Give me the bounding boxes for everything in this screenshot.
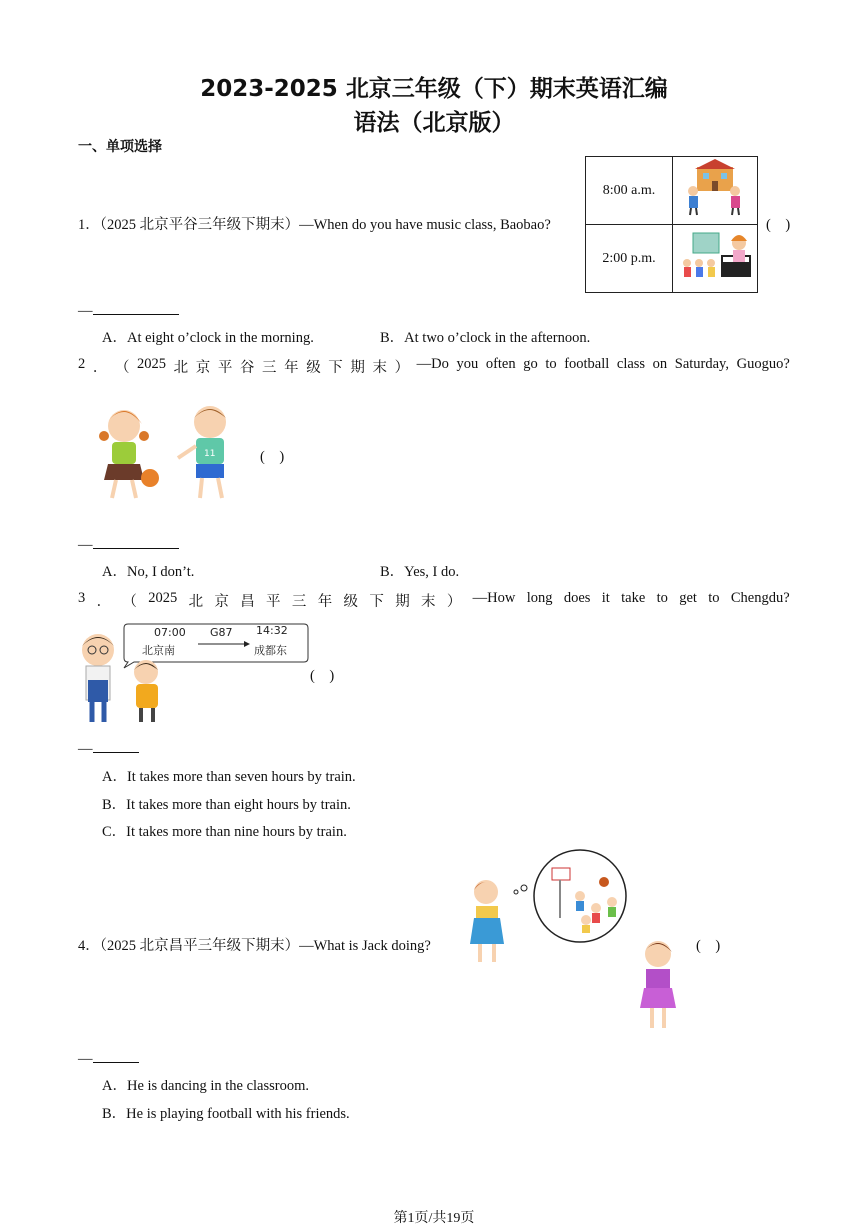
- stem-token: —How: [472, 590, 516, 606]
- stem-token: 北: [188, 594, 204, 610]
- stem-token: 3: [78, 590, 86, 606]
- stem-token: 年: [284, 360, 299, 376]
- question-3-stem: [78, 590, 790, 611]
- stem-token: 期: [395, 594, 410, 610]
- schedule-time-1: 8:00 a.m.: [586, 157, 673, 225]
- stem-token: ．: [96, 594, 112, 610]
- stem-token: （: [122, 594, 137, 610]
- stem-token: often: [485, 356, 516, 372]
- stem-token: class: [616, 356, 646, 372]
- question-2-answer-paren: ( ): [260, 449, 285, 465]
- dash: —: [78, 537, 93, 553]
- stem-token: 下: [369, 594, 384, 610]
- question-1-answer-paren: ( ): [766, 217, 791, 233]
- question-3-option-c[interactable]: C．It takes more than nine hours by train.: [102, 824, 347, 840]
- music-class-picture: [673, 225, 758, 293]
- question-3-answer-line[interactable]: [78, 740, 139, 758]
- answer-blank[interactable]: [93, 536, 179, 549]
- dash: —: [78, 303, 93, 319]
- kids-basketball-picture: [84, 398, 244, 513]
- stem-token: Saturday,: [674, 356, 729, 372]
- ticket-arrive-time: 14:32: [256, 624, 288, 637]
- question-3-answer-paren: ( ): [310, 668, 335, 684]
- stem-token: does: [563, 590, 591, 606]
- question-2-option-a[interactable]: A．No, I don’t.: [102, 564, 195, 580]
- stem-token: 级: [306, 360, 321, 376]
- question-2-stem: [78, 356, 790, 377]
- question-1-answer-line[interactable]: [78, 302, 179, 320]
- answer-blank[interactable]: [93, 740, 139, 753]
- question-4-answer-paren: ( ): [696, 938, 721, 954]
- stem-token: 三: [262, 360, 277, 376]
- question-4-stem: 4．（2025 北京昌平三年级下期末）—What is Jack doing?: [78, 938, 431, 954]
- stem-token: Chengdu?: [730, 590, 790, 606]
- answer-blank[interactable]: [93, 1050, 139, 1063]
- stem-token: take: [621, 590, 646, 606]
- train-ticket-picture: [78, 620, 310, 733]
- question-4-option-a[interactable]: A．He is dancing in the classroom.: [102, 1078, 309, 1094]
- question-3-option-a[interactable]: A．It takes more than seven hours by train.: [102, 769, 356, 785]
- dash: —: [78, 1051, 93, 1067]
- stem-token: 2025: [137, 356, 167, 372]
- stem-token: 级: [343, 594, 359, 610]
- stem-token: 年: [317, 594, 333, 610]
- question-1-option-a[interactable]: A．At eight o’clock in the morning.: [102, 330, 314, 346]
- question-3-option-b[interactable]: B．It takes more than eight hours by train.: [102, 797, 351, 813]
- stem-token: 北: [173, 360, 189, 376]
- stem-token: 末: [372, 360, 387, 376]
- stem-token: 期: [350, 360, 365, 376]
- section-heading: 一、单项选择: [78, 139, 162, 155]
- stem-token: to: [708, 590, 720, 606]
- stem-token: 平: [217, 360, 233, 376]
- question-1-option-b[interactable]: B．At two o’clock in the afternoon.: [380, 330, 591, 346]
- question-4-answer-line[interactable]: [78, 1050, 139, 1068]
- schedule-time-2: 2:00 p.m.: [586, 225, 673, 293]
- dash: —: [78, 741, 93, 757]
- stem-token: （: [114, 360, 130, 376]
- answer-blank[interactable]: [93, 302, 179, 315]
- stem-token: ）: [394, 360, 410, 376]
- ticket-to-station: 成都东: [254, 644, 287, 657]
- stem-token: Guoguo?: [736, 356, 790, 372]
- stem-token: 京: [195, 360, 211, 376]
- page-number: 第1页/共19页: [393, 1211, 475, 1226]
- svg-text:11: 11: [204, 449, 216, 459]
- stem-token: 京: [214, 594, 229, 610]
- ticket-from-station: 北京南: [142, 644, 175, 657]
- stem-token: 下: [328, 360, 343, 376]
- stem-token: 末: [421, 594, 436, 610]
- stem-token: on: [652, 356, 668, 372]
- stem-token: football: [564, 356, 610, 372]
- stem-token: 平: [266, 594, 281, 610]
- stem-token: long: [526, 590, 553, 606]
- stem-token: go: [523, 356, 538, 372]
- question-4-option-b[interactable]: B．He is playing football with his friends.: [102, 1106, 350, 1122]
- stem-token: 昌: [240, 594, 255, 610]
- stem-token: you: [456, 356, 479, 372]
- question-2-option-b[interactable]: B．Yes, I do.: [380, 564, 460, 580]
- stem-token: 2: [78, 356, 86, 372]
- question-1-stem: 1．（2025 北京平谷三年级下期末）—When do you have music class, Baobao?: [78, 217, 551, 233]
- stem-token: it: [601, 590, 610, 606]
- page-subtitle: 语法（北京版）: [353, 110, 515, 136]
- school-picture: [673, 157, 758, 225]
- stem-token: 2025: [148, 590, 178, 606]
- stem-token: 三: [291, 594, 307, 610]
- stem-token: 谷: [239, 360, 255, 376]
- page-title: 2023-2025 北京三年级（下）期末英语汇编: [200, 76, 668, 102]
- schedule-table: [585, 156, 758, 293]
- stem-token: —Do: [416, 356, 449, 372]
- ticket-train-number: G87: [210, 626, 233, 639]
- girls-thinking-picture: [462, 848, 692, 1043]
- stem-token: ）: [446, 594, 462, 610]
- stem-token: ．: [92, 360, 108, 376]
- stem-token: get: [679, 590, 697, 606]
- ticket-depart-time: 07:00: [154, 626, 186, 639]
- stem-token: to: [545, 356, 557, 372]
- stem-token: to: [656, 590, 668, 606]
- question-2-answer-line[interactable]: [78, 536, 179, 554]
